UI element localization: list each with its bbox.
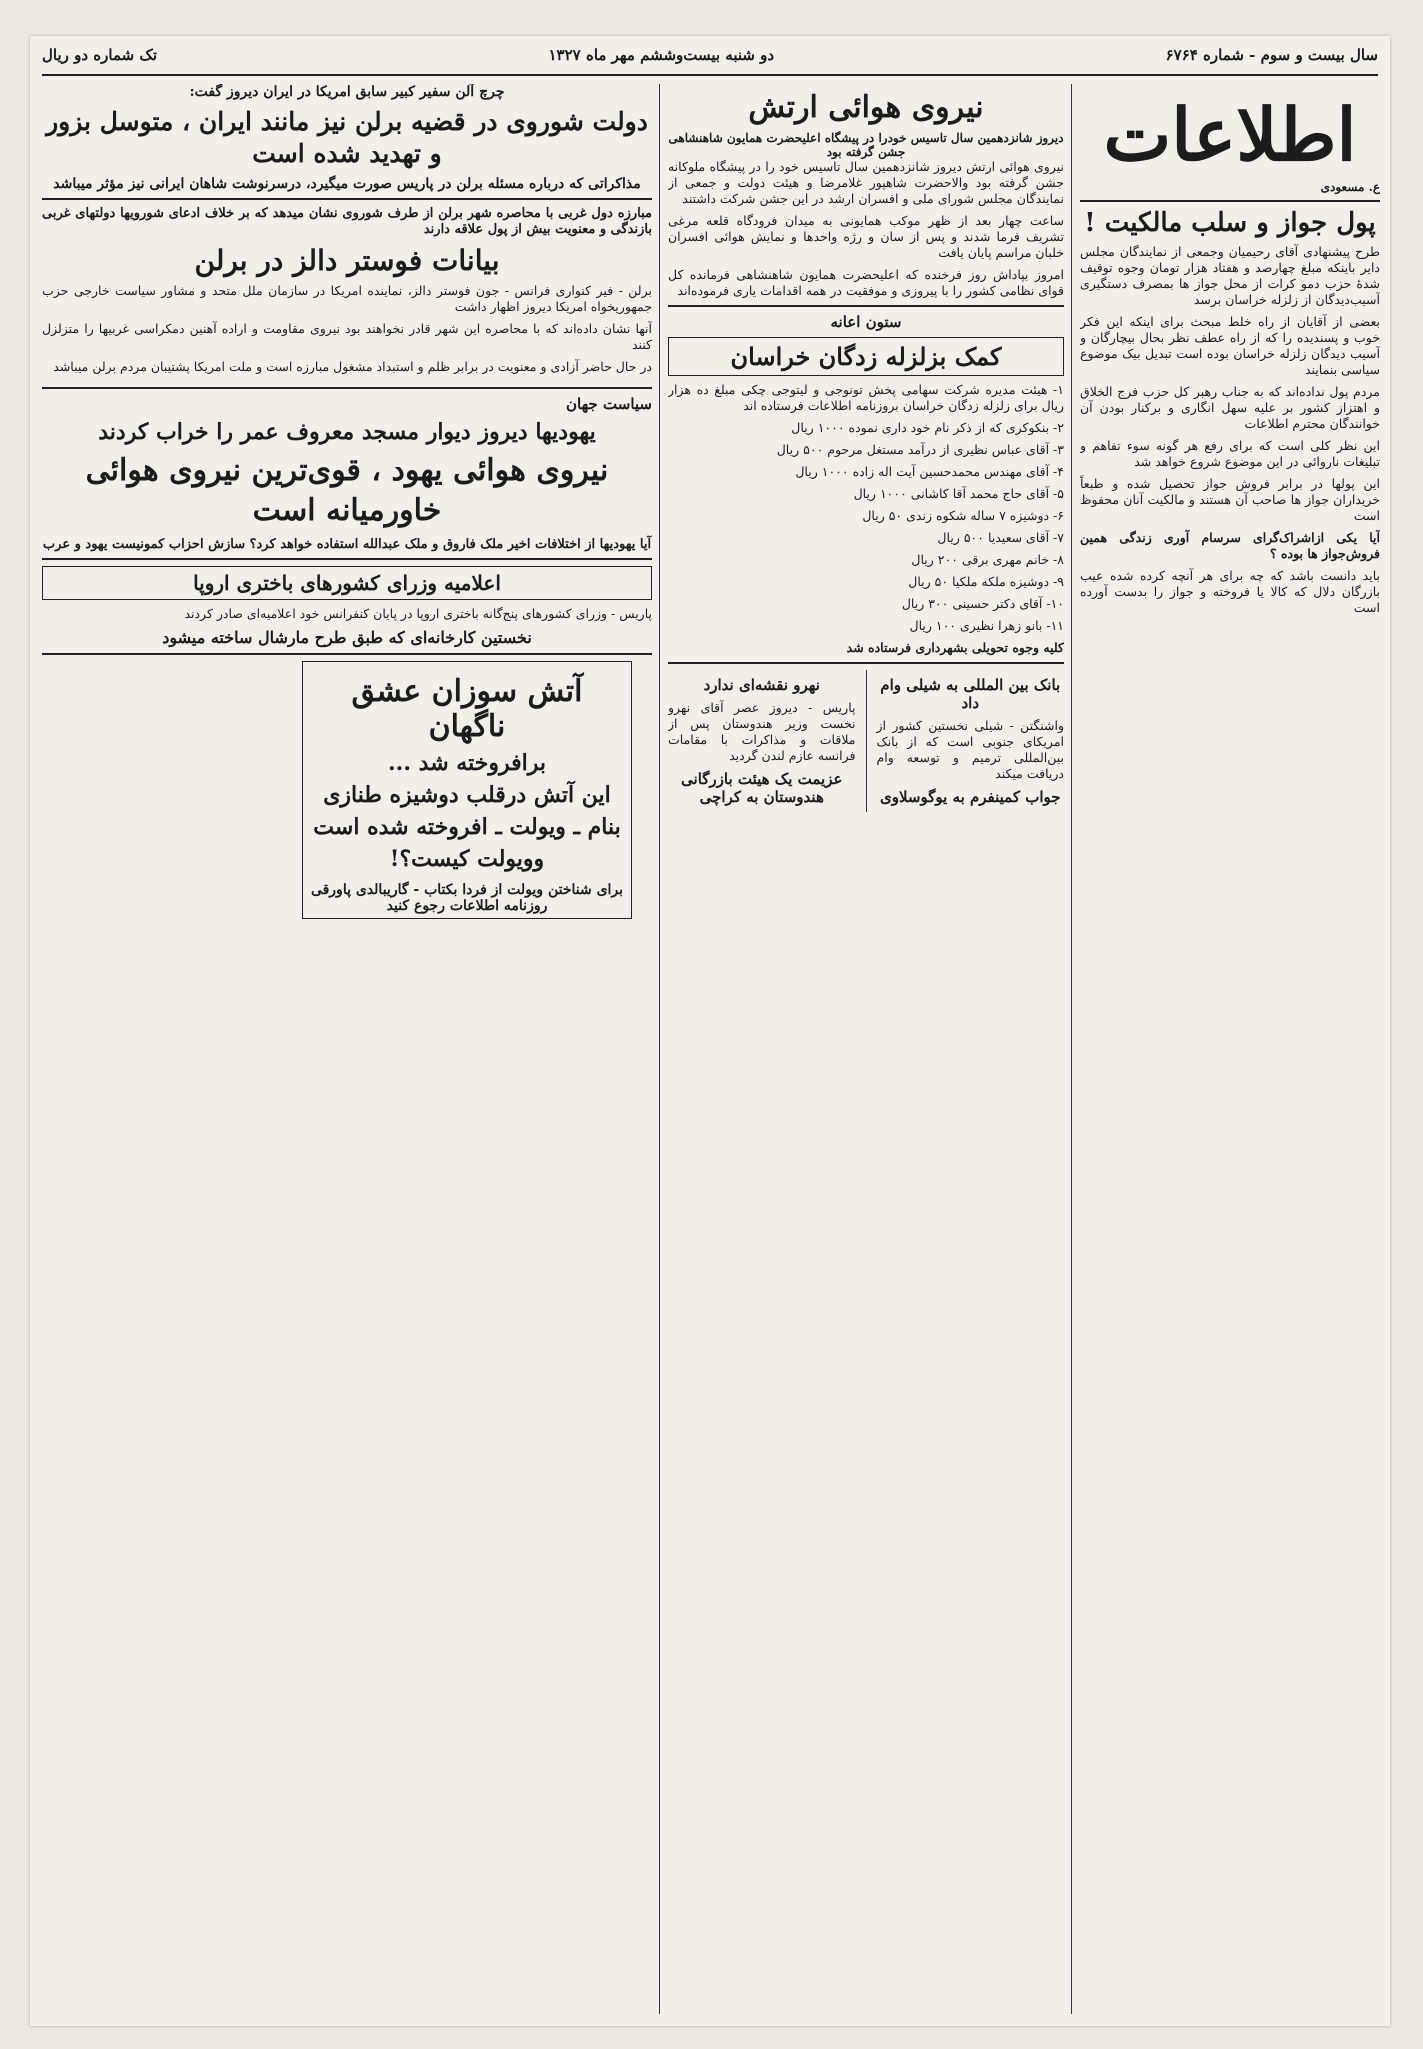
europe-text: پاریس - وزرای کشورهای پنج‌گانه باختری اروپا در پایان کنفرانس خود اعلامیه‌ای صادر کردند <box>184 606 652 621</box>
serial-advertisement <box>302 661 632 919</box>
donation-item: ۱۰- آقای دکتر حسینی ۳۰۰ ریال <box>901 596 1064 611</box>
issue-price: تک شماره دو ریال <box>42 46 158 64</box>
editorial-paragraph: مردم پول نداده‌اند که به جناب رهبر کل حزب فرج الخلاق و اهتزاز کشور بر علیه سهل انگاری و برکنار بودن آن خوانندگان محترم اطلاعات <box>1080 384 1380 431</box>
donation-item: ۷- آقای سعیدیا ۵۰۰ ریال <box>937 530 1064 545</box>
air-force-paragraph: امروز بپاداش روز فرخنده که اعلیحضرت همایون شاهنشاهی فرمانده کل قوای نظامی کشور را با پیروزی و موفقیت در همه اقدامات یاری فرموده‌اند <box>668 267 1064 298</box>
divider <box>1080 200 1380 202</box>
donation-item: ۴- آقای مهندس محمدحسین آیت اله زاده ۱۰۰۰ ریال <box>795 464 1064 479</box>
berlin-paragraph: برلن - فیر کنواری فرانس - جون فوستر دالز، نماینده امریکا در سازمان ملل متحد و مشاور سیاست خارجی حزب جمهوریخواه امریکا دیروز اظهار داشت <box>42 283 652 314</box>
editorial-paragraph: این نظر کلی است که برای رفع هر گونه سوء تفاهم و تبلیغات ناروائی در این موضوع شروع خواهد شد <box>1080 438 1380 469</box>
air-force-subhead: دیروز شانزدهمین سال تاسیس خودرا در پیشگاه اعلیحضرت همایون شاهنشاهی جشن گرفته بود <box>668 131 1064 159</box>
help-headline: کمک بزلزله زدگان خراسان <box>668 337 1064 376</box>
nehru-text: پاریس - دیروز عصر آقای نهرو نخست وزیر هندوستان پس از ملاقات و مذاکرات با مقامات فرانسه عازم لندن گردید <box>668 700 856 763</box>
donation-item: ۹- دوشیزه ملکه ملکیا ۵۰ ریال <box>908 574 1064 589</box>
berlin-lead: مبارزه دول غربی با محاصره شهر برلن از طرف شوروی نشان میدهد که بر خلاف ادعای شورویها دولتهای غربی بازندگی و معنویت بیش از پول علاقه دارند <box>42 206 652 237</box>
donation-item: ۲- بنکوکری که از ذکر نام خود داری نموده ۱۰۰۰ ریال <box>791 420 1064 435</box>
world-headline: یهودیها دیروز دیوار مسجد معروف عمر را خراب کردند <box>98 419 596 445</box>
nehru-news <box>668 670 856 812</box>
berlin-paragraph: در حال حاضر آزادی و معنویت در برابر ظلم و استبداد مشغول مبارزه است و ملت امریکا پشتیبان مردم برلن میباشد <box>53 359 652 374</box>
issue-date: دو شنبه بیست‌وششم مهر ماه ۱۳۲۷ <box>548 46 775 64</box>
left-column <box>42 84 652 2014</box>
world-politics-label: سیاست جهان <box>566 395 652 413</box>
air-force-headline: نیروی هوائی ارتش <box>748 90 984 125</box>
editorial-paragraph: طرح پیشنهادی آقای رحیمیان وجمعی از نمایندگان مجلس دایر باینکه مبلغ چهارصد و هفتاد هزار تومان وجوه توقیف شدهٔ حزب دمو کرات از محل جواز ها بمصرف دستگیری آسیب‌دیدگان از زلزله خراسان برسد <box>1080 244 1380 307</box>
divider <box>42 198 652 200</box>
newspaper-logo: اطلاعات <box>1103 92 1357 177</box>
bank-headline: بانک بین المللی به شیلی وام داد <box>880 676 1061 712</box>
divider <box>668 662 1064 664</box>
divider <box>42 558 652 560</box>
ad-footer: برای شناختن ویولت از فردا بکتاب - گاریبالدی پاورقی روزنامه اطلاعات رجوع کنید <box>310 882 624 914</box>
berlin-kicker: چرچ آلن سفیر کبیر سابق امریکا در ایران دیروز گفت: <box>189 84 505 100</box>
help-section-label: ستون اعانه <box>830 313 902 331</box>
world-headline-2: نیروی هوائی یهود ، قوی‌ترین نیروی هوائی خاورمیانه است <box>85 453 609 528</box>
europe-headline: اعلامیه وزرای کشورهای باختری اروپا <box>42 566 652 600</box>
cominform-headline: جواب کمینفرم به یوگوسلاوی <box>879 788 1061 806</box>
berlin-subheadline: مذاکراتی که درباره مسئله برلن در پاریس صورت میگیرد، درسرنوشت شاهان ایرانی نیز مؤثر میباشد <box>53 176 641 192</box>
air-force-paragraph: نیروی هوائی ارتش دیروز شانزدهمین سال تاسیس خود را در پیشگاه ملوکانه جشن گرفته بود والاحضرت شاهپور غلامرضا و هیئت دولت و جمعی از نمایندگان مجلس شورای ملی و افسران ارشد در این جشن شرکت داشتند <box>668 159 1064 206</box>
divider <box>42 653 652 655</box>
ad-line: بنام ـ ویولت ـ افروخته شده است <box>313 814 621 840</box>
founder-name: ع. مسعودی <box>1320 180 1380 194</box>
editorial-paragraph: این پولها در برابر فروش جواز تحصیل شده و طبعاً خریداران جواز ها صاحب آن هستند و مالکیت آنان محفوظ است <box>1080 476 1380 523</box>
ad-title: آتش سوزان عشق ناگهان <box>351 674 583 744</box>
donation-item: ۱۱- بانو زهرا نظیری ۱۰۰ ریال <box>909 618 1064 633</box>
editorial-paragraph: بعضی از آقایان از راه خلط مبحث برای اینکه این فکر خوب و پسندیده را که از راه عطف نظر بحال بیچارگان و آسیب دیدگان زلزله خراسان بوده است تبدیل بیک موضوع سیاسی بنمایند <box>1080 314 1380 377</box>
donation-item: ۵- آقای حاج محمد آقا کاشانی ۱۰۰۰ ریال <box>853 486 1064 501</box>
berlin-section <box>42 206 652 381</box>
column-rule <box>866 670 867 812</box>
berlin-main-headline: دولت شوروی در قضیه برلن نیز مانند ایران ، متوسل بزور و تهدید شده است <box>46 107 648 168</box>
editorial-paragraph: باید دانست باشد که چه برای هر آنچه کرده شده عیب بازرگان دلال که کالا یا فروخته و جواز را بدست آورده است <box>1080 568 1380 615</box>
berlin-paragraph: آنها نشان داده‌اند که با محاصره این شهر قادر نخواهند بود نیروی مقاومت و اراده آهنین دمکراسی غربیها را متزلزل کنند <box>42 321 652 352</box>
newspaper-page <box>30 36 1390 2026</box>
column-rule <box>659 84 660 2014</box>
factory-headline: نخستین کارخانه‌ای که طبق طرح مارشال ساخته میشود <box>162 628 532 647</box>
column-rule <box>1071 84 1072 2014</box>
divider <box>668 305 1064 307</box>
dulles-headline: بیانات فوستر دالز در برلن <box>194 244 500 277</box>
ad-line: وویولت کیست؟! <box>389 846 545 872</box>
issue-number: سال بیست و سوم - شماره ۶۷۶۴ <box>1165 46 1378 64</box>
ad-line: برافروخته شد ... <box>388 750 546 776</box>
middle-column <box>668 84 1064 2014</box>
ad-line: این آتش درقلب دوشیزه طنازی <box>323 782 611 808</box>
editorial-headline: پول جواز و سلب مالکیت ! <box>1084 208 1376 238</box>
berlin-story <box>42 206 652 381</box>
dateline-bar <box>42 36 1378 76</box>
donation-item: ۸- خانم مهری برقی ۲۰۰ ریال <box>911 552 1064 567</box>
bank-news <box>877 670 1065 812</box>
air-force-paragraph: ساعت چهار بعد از ظهر موکب همایونی به میدان فرودگاه قلعه مرغی تشریف فرما شدند و پس از سان و رژه واحدها و نمایش هوائی افسران خلبان مراسم پایان یافت <box>668 213 1064 260</box>
donation-item: ۱- هیئت مدیره شرکت سهامی پخش تونوجی و لیتوجی چکی مبلغ ده هزار ریال برای زلزله زدگان خراسان بروزنامه اطلاعات فرستاده اند <box>668 382 1064 413</box>
divider <box>42 387 652 389</box>
donation-item: ۳- آقای عباس نظیری از درآمد مستغل مرحوم ۵۰۰ ریال <box>776 442 1064 457</box>
nehru-headline: نهرو نقشه‌ای ندارد <box>703 676 820 694</box>
bank-text: واشنگتن - شیلی نخستین کشور از امریکای جنوبی است که از بانک بین‌المللی ترمیم و توسعه وام دریافت میکند <box>876 718 1064 781</box>
bottom-news-row <box>668 670 1064 812</box>
donation-note: کلیه وجوه تحویلی بشهرداری فرستاده شد <box>846 640 1064 655</box>
trade-headline: عزیمت یک هیئت بازرگانی هندوستان به کراچی <box>681 770 843 806</box>
world-subheadline: آیا یهودیها از اختلافات اخیر ملک فاروق و ملک عبدالله استفاده خواهد کرد؟ سازش احزاب کمونیست یهود و عرب <box>42 537 652 552</box>
right-column <box>1080 84 1380 2014</box>
editorial-paragraph: آیا یکی ازاشراک‌گرای سرسام آوری زندگی همین فروش‌جواز ها بوده ؟ <box>1080 530 1380 561</box>
donation-item: ۶- دوشیزه ۷ ساله شکوه زندی ۵۰ ریال <box>862 508 1064 523</box>
